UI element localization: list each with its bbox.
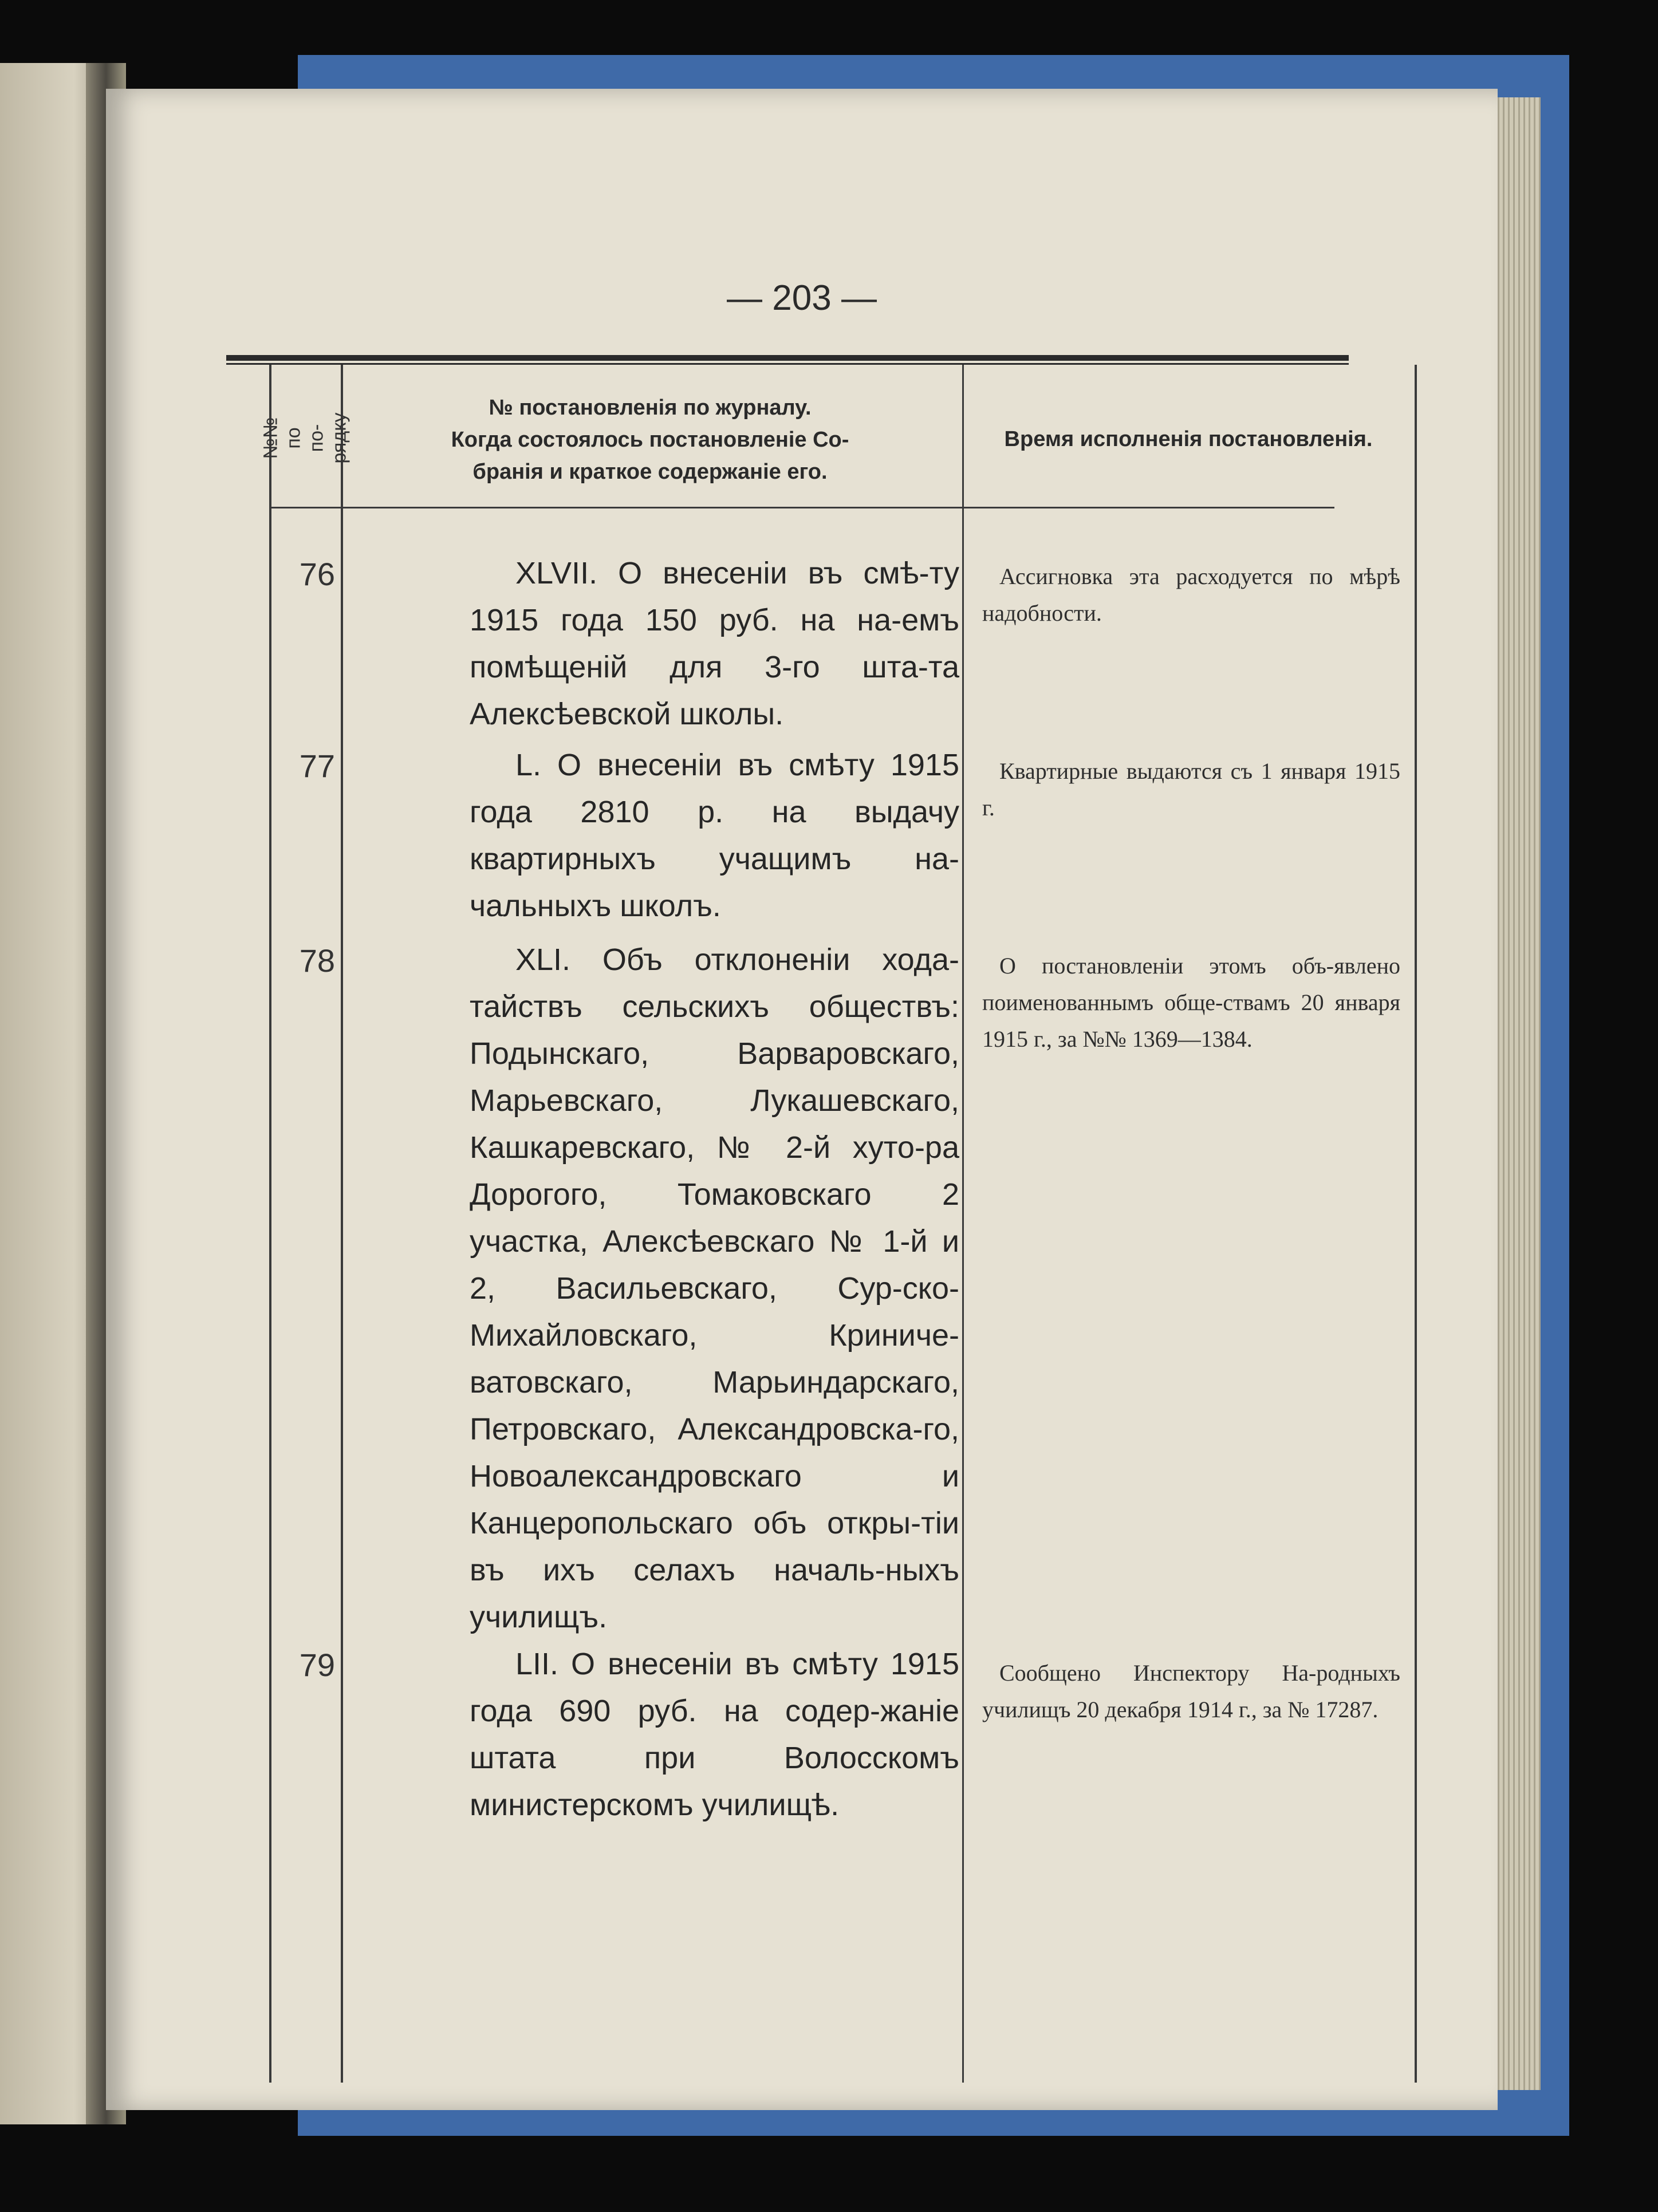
table-left-border <box>269 365 271 2083</box>
row-number: 76 <box>299 556 335 592</box>
table-right-border <box>1415 365 1417 2083</box>
header-order-number <box>259 375 350 501</box>
table-header-rule <box>269 507 1334 508</box>
book-page <box>106 89 1498 2110</box>
row-resolution-text: L. О внесеніи въ смѣту 1915 года 2810 р. на выдачу квартирныхъ учащимъ на-чальныхъ школъ. <box>470 748 959 923</box>
table-top-rule <box>226 355 1349 361</box>
row-resolution-text: XLVII. О внесеніи въ смѣ-ту 1915 года 150 руб. на на-емъ помѣщеній для 3-го шта-та Алексѣевской школы. <box>470 556 959 731</box>
row-execution-text: Сообщено Инспектору На-родныхъ училищъ 20 декабря 1914 г., за № 17287. <box>982 1660 1400 1722</box>
header-execution-time: Время исполненія постановленія. <box>1004 427 1373 451</box>
row-number: 78 <box>299 943 335 979</box>
row-resolution-text: XLI. Объ отклоненіи хода-тайствъ сельскихъ обществъ: Подынскаго, Варваровскаго, Марьевскаго, Лукашевскаго, Кашкаревскаго, № 2-й хуто-ра Дорогого, Томаковскаго 2 участка, Алексѣевскаго № 1-й и 2, Васильевскаго, Сур-ско-Михайловскаго, Криниче-ватовскаго, Марьиндарскаго, Петровскаго, Александровска-го, Новоалександровскаго и Канцеропольскаго объ откры-тіи въ ихъ селахъ началь-ныхъ училищъ. <box>470 943 959 1634</box>
table-divider-col2 <box>962 365 964 2083</box>
row-number: 79 <box>299 1647 335 1683</box>
row-number: 77 <box>299 748 335 784</box>
row-execution-text: Ассигновка эта расходуется по мѣрѣ надобности. <box>982 563 1400 626</box>
page-number: — 203 — <box>727 278 877 318</box>
header-order-number-label: №№ по по- рядку <box>259 412 350 464</box>
row-execution-text: О постановленіи этомъ объ-явлено поименованнымъ обще-ствамъ 20 января 1915 г., за №№ 1369—1384. <box>982 953 1400 1052</box>
row-execution-text: Квартирные выдаются съ 1 января 1915 г. <box>982 758 1400 821</box>
header-resolution: № постановленія по журналу. Когда состоялось постановленіе Со- бранія и краткое содержаніе его. <box>451 395 849 484</box>
table-top-thin-rule <box>226 363 1349 365</box>
table-divider-col1 <box>341 365 343 2083</box>
row-resolution-text: LII. О внесеніи въ смѣту 1915 года 690 руб. на содер-жаніе штата при Волосскомъ министерскомъ училищѣ. <box>470 1647 959 1822</box>
